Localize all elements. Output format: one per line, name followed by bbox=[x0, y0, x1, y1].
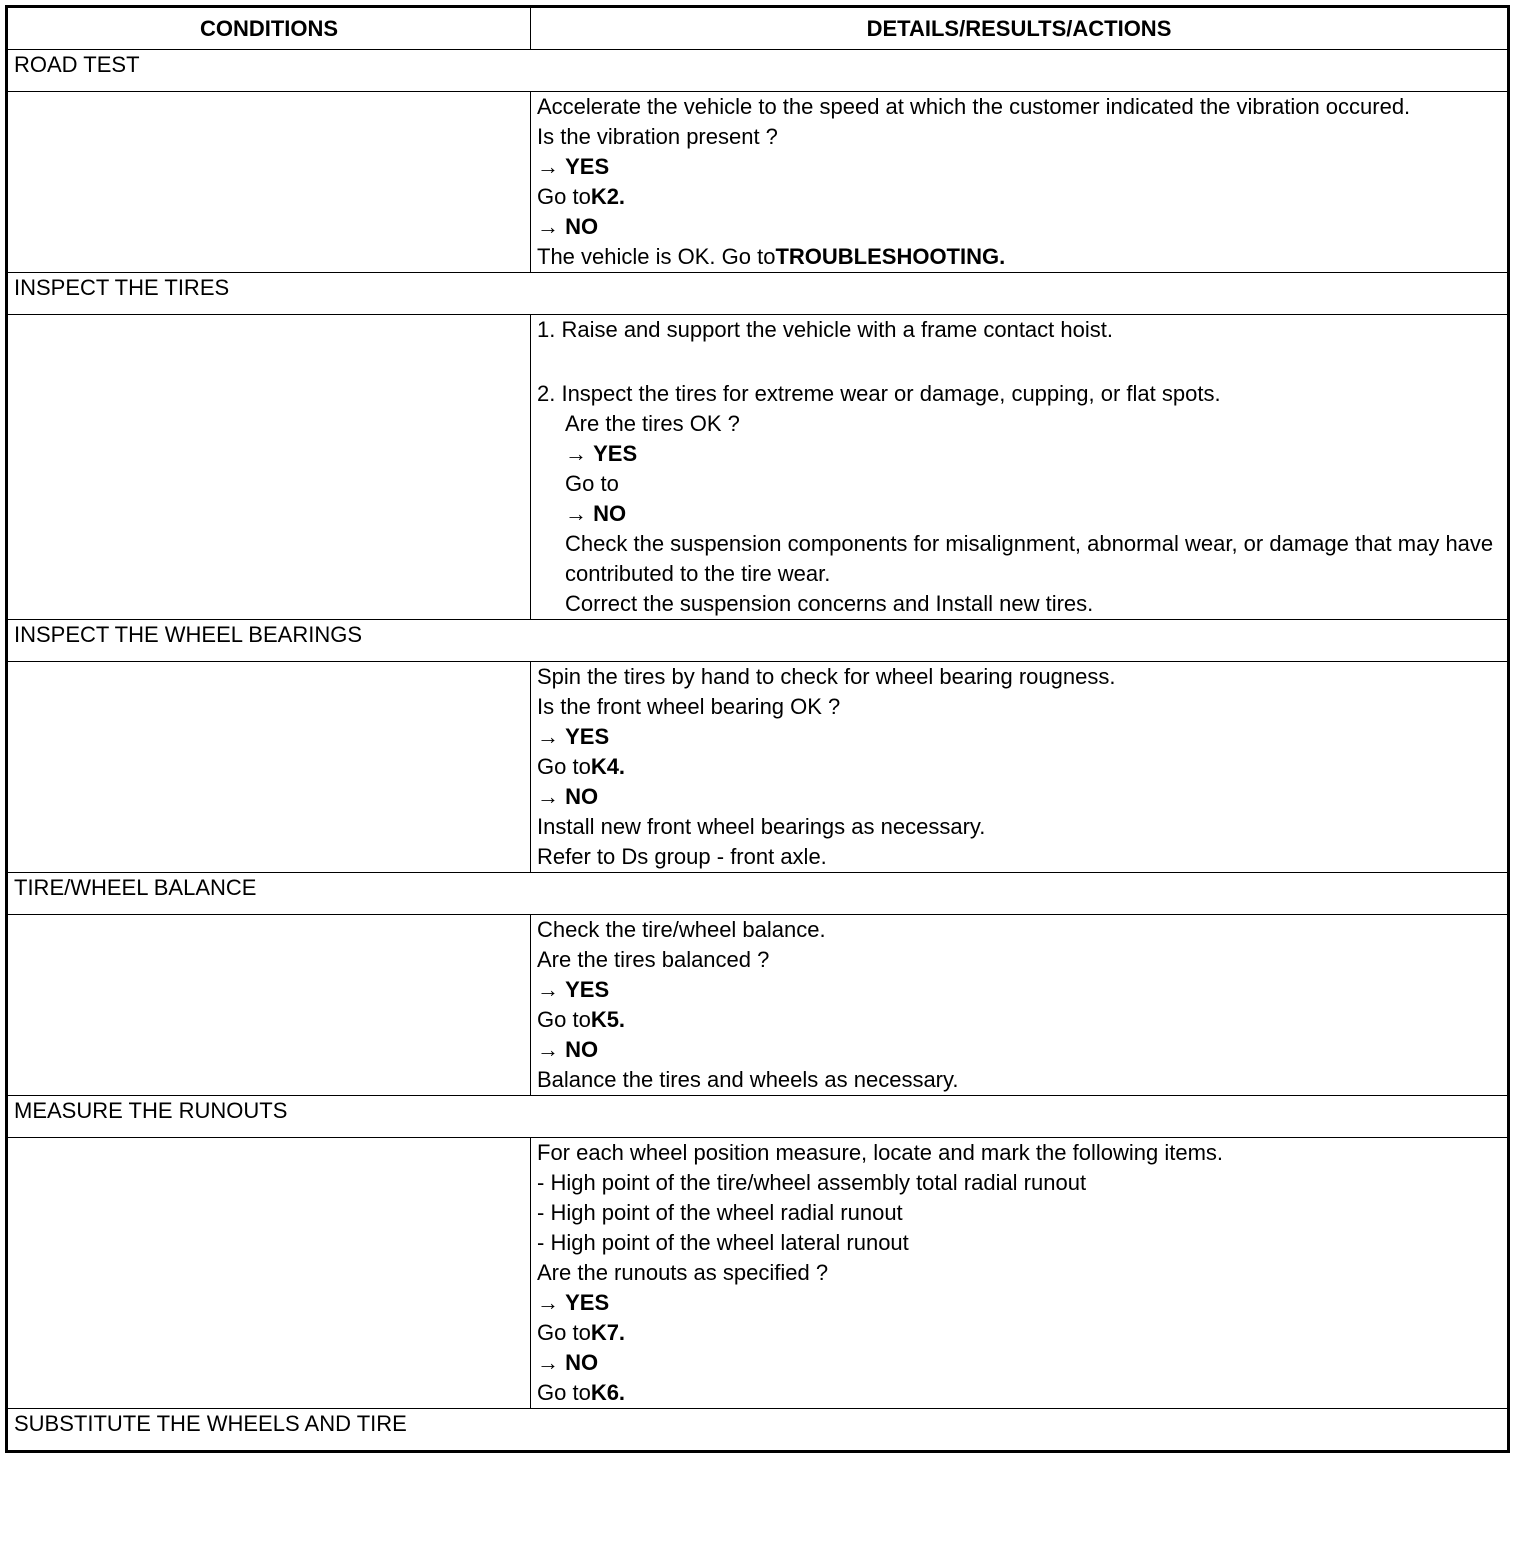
details-cell bbox=[531, 662, 1509, 873]
detail-line bbox=[537, 1318, 1501, 1348]
detail-row bbox=[7, 315, 1509, 620]
text-segment: Are the runouts as specified ? bbox=[537, 1260, 829, 1285]
text-segment: Refer to Ds group - front axle. bbox=[537, 844, 827, 869]
detail-line bbox=[537, 499, 1501, 529]
section-title: MEASURE THE RUNOUTS bbox=[7, 1096, 1509, 1138]
text-segment: → bbox=[565, 501, 594, 526]
text-segment: Balance the tires and wheels as necessary. bbox=[537, 1067, 959, 1092]
text-segment: Check the tire/wheel balance. bbox=[537, 917, 826, 942]
detail-row bbox=[7, 1138, 1509, 1409]
detail-line bbox=[537, 1378, 1501, 1408]
text-segment: → bbox=[537, 1290, 566, 1315]
section-row bbox=[7, 873, 1509, 915]
detail-line bbox=[537, 315, 1501, 345]
bold-text: NO bbox=[565, 784, 599, 809]
detail-line bbox=[537, 529, 1501, 589]
detail-line bbox=[537, 409, 1501, 439]
detail-line bbox=[537, 589, 1501, 619]
detail-line bbox=[537, 752, 1501, 782]
text-segment: → bbox=[537, 214, 566, 239]
text-segment: Correct the suspension concerns and Install new tires. bbox=[565, 591, 1094, 616]
details-cell bbox=[531, 915, 1509, 1096]
details-cell bbox=[531, 92, 1509, 273]
bold-text: K4. bbox=[590, 754, 626, 779]
detail-line bbox=[537, 975, 1501, 1005]
bold-text: K7. bbox=[590, 1320, 626, 1345]
text-segment: - High point of the wheel radial runout bbox=[537, 1200, 903, 1225]
detail-line bbox=[537, 92, 1501, 122]
text-segment: → bbox=[537, 1037, 566, 1062]
details-cell bbox=[531, 1138, 1509, 1409]
text-segment: - High point of the wheel lateral runout bbox=[537, 1230, 909, 1255]
text-segment: Accelerate the vehicle to the speed at which the customer indicated the vibration occured. bbox=[537, 94, 1411, 119]
text-segment: Spin the tires by hand to check for wheel bearing rougness. bbox=[537, 664, 1116, 689]
text-segment: Are the tires balanced ? bbox=[537, 947, 770, 972]
bold-text: YES bbox=[565, 724, 610, 749]
diagnostic-table bbox=[5, 5, 1510, 1453]
detail-line bbox=[537, 1348, 1501, 1378]
bold-text: TROUBLESHOOTING. bbox=[775, 244, 1006, 269]
detail-line bbox=[537, 1005, 1501, 1035]
detail-line bbox=[537, 662, 1501, 692]
detail-line bbox=[537, 212, 1501, 242]
detail-line bbox=[537, 945, 1501, 975]
detail-line bbox=[537, 722, 1501, 752]
text-segment: For each wheel position measure, locate and mark the following items. bbox=[537, 1140, 1224, 1165]
detail-line bbox=[537, 782, 1501, 812]
text-segment: → bbox=[565, 441, 594, 466]
section-row bbox=[7, 1409, 1509, 1452]
header-details: DETAILS/RESULTS/ACTIONS bbox=[531, 7, 1509, 50]
bold-text: NO bbox=[565, 214, 599, 239]
section-title: SUBSTITUTE THE WHEELS AND TIRE bbox=[7, 1409, 1509, 1452]
text-segment: The vehicle is OK. Go to bbox=[537, 244, 776, 269]
bold-text: K5. bbox=[590, 1007, 626, 1032]
text-segment: Go to bbox=[537, 1380, 591, 1405]
detail-line bbox=[537, 1198, 1501, 1228]
text-segment: Install new front wheel bearings as necessary. bbox=[537, 814, 986, 839]
detail-line bbox=[537, 242, 1501, 272]
detail-line bbox=[537, 182, 1501, 212]
text-segment: → bbox=[537, 154, 566, 179]
bold-text: K6. bbox=[590, 1380, 626, 1405]
text-segment: Go to bbox=[565, 471, 619, 496]
text-segment: Go to bbox=[537, 1320, 591, 1345]
bold-text: YES bbox=[565, 1290, 610, 1315]
condition-cell bbox=[7, 92, 531, 273]
section-title: INSPECT THE WHEEL BEARINGS bbox=[7, 620, 1509, 662]
text-segment: → bbox=[537, 724, 566, 749]
section-row bbox=[7, 273, 1509, 315]
bold-text: YES bbox=[565, 977, 610, 1002]
text-segment: Is the front wheel bearing OK ? bbox=[537, 694, 841, 719]
header-row bbox=[7, 7, 1509, 50]
text-segment: Check the suspension components for misalignment, abnormal wear, or damage that may have contributed to the tire wear. bbox=[565, 531, 1500, 586]
text-segment: Go to bbox=[537, 754, 591, 779]
section-row bbox=[7, 1096, 1509, 1138]
detail-line bbox=[537, 122, 1501, 152]
condition-cell bbox=[7, 662, 531, 873]
detail-line bbox=[537, 152, 1501, 182]
table-body bbox=[7, 50, 1509, 1452]
detail-line bbox=[537, 1288, 1501, 1318]
detail-row bbox=[7, 92, 1509, 273]
detail-line bbox=[537, 1258, 1501, 1288]
text-segment: - High point of the tire/wheel assembly total radial runout bbox=[537, 1170, 1087, 1195]
text-segment: Is the vibration present ? bbox=[537, 124, 778, 149]
section-row bbox=[7, 50, 1509, 92]
condition-cell bbox=[7, 1138, 531, 1409]
detail-row bbox=[7, 915, 1509, 1096]
detail-line bbox=[537, 812, 1501, 842]
text-segment: 1. Raise and support the vehicle with a frame contact hoist. bbox=[537, 317, 1113, 342]
condition-cell bbox=[7, 915, 531, 1096]
spacer bbox=[537, 345, 1501, 379]
text-segment: 2. Inspect the tires for extreme wear or damage, cupping, or flat spots. bbox=[537, 381, 1221, 406]
bold-text: K2. bbox=[590, 184, 626, 209]
bold-text: NO bbox=[593, 501, 627, 526]
detail-line bbox=[537, 1035, 1501, 1065]
text-segment: → bbox=[537, 784, 566, 809]
section-title: INSPECT THE TIRES bbox=[7, 273, 1509, 315]
detail-line bbox=[537, 1138, 1501, 1168]
text-segment: → bbox=[537, 977, 566, 1002]
bold-text: YES bbox=[593, 441, 638, 466]
detail-line bbox=[537, 1228, 1501, 1258]
detail-line bbox=[537, 1168, 1501, 1198]
bold-text: YES bbox=[565, 154, 610, 179]
detail-line bbox=[537, 915, 1501, 945]
bold-text: NO bbox=[565, 1350, 599, 1375]
detail-line bbox=[537, 439, 1501, 469]
bold-text: NO bbox=[565, 1037, 599, 1062]
text-segment: Are the tires OK ? bbox=[565, 411, 740, 436]
detail-line bbox=[537, 1065, 1501, 1095]
detail-line bbox=[537, 842, 1501, 872]
detail-line bbox=[537, 692, 1501, 722]
text-segment: → bbox=[537, 1350, 566, 1375]
section-row bbox=[7, 620, 1509, 662]
detail-line bbox=[537, 469, 1501, 499]
details-cell bbox=[531, 315, 1509, 620]
detail-row bbox=[7, 662, 1509, 873]
text-segment: Go to bbox=[537, 184, 591, 209]
text-segment: Go to bbox=[537, 1007, 591, 1032]
section-title: TIRE/WHEEL BALANCE bbox=[7, 873, 1509, 915]
header-conditions: CONDITIONS bbox=[7, 7, 531, 50]
detail-line bbox=[537, 379, 1501, 409]
condition-cell bbox=[7, 315, 531, 620]
section-title: ROAD TEST bbox=[7, 50, 1509, 92]
